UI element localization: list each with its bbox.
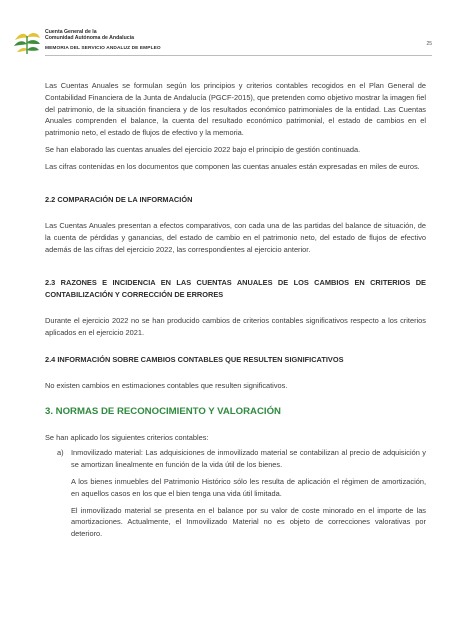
- section-2-3-heading: 2.3 RAZONES E INCIDENCIA EN LAS CUENTAS ANUALES DE LOS CAMBIOS EN CRITERIOS DE CONTABILIZACIÓN Y CORRECCIÓN DE ERRORES: [45, 277, 426, 299]
- intro-paragraph-2: Se han elaborado las cuentas anuales del ejercicio 2022 bajo el principio de gestión continuada.: [45, 144, 361, 154]
- section-2-3-text: Durante el ejercicio 2022 no se han producido cambios de criterios contables significativos respecto a los criterios aplicados en el ejercicio 2021.: [45, 316, 426, 338]
- org-line-1: Cuenta General de la: [45, 29, 97, 35]
- section-3-heading: 3. NORMAS DE RECONOCIMIENTO Y VALORACIÓN: [45, 405, 281, 417]
- andalucia-logo-icon: [12, 28, 42, 58]
- section-2-4-heading: 2.4 INFORMACIÓN SOBRE CAMBIOS CONTABLES QUE RESULTEN SIGNIFICATIVOS: [45, 354, 344, 364]
- page-content: [45, 80, 426, 545]
- criteria-list: [45, 447, 426, 540]
- item-a-paragraph-3: El inmovilizado material se presenta en el balance por su valor de coste minorado en el importe de las amortizaciones. Actualmente, el Inmovilizado Material no es objeto de correcciones valorativas por deterioro.: [71, 505, 426, 539]
- section-2-2-text: Las Cuentas Anuales presentan a efectos comparativos, con cada una de las partidas del balance de situación, de la cuenta de pérdidas y ganancias, del estado de cambio en el patrimonio neto, del estado de flujos de efectivo además de las cifras del ejercicio 2022, las correspondientes al ejercicio anterior.: [45, 221, 426, 254]
- section-2-2-heading: 2.2 COMPARACIÓN DE LA INFORMACIÓN: [45, 194, 193, 204]
- document-title: MEMORIA DEL SERVICIO ANDALUZ DE EMPLEO: [45, 46, 161, 51]
- list-item: [57, 447, 426, 540]
- section-3-intro: Se han aplicado los siguientes criterios contables:: [45, 432, 209, 442]
- item-a-paragraph-2: A los bienes inmuebles del Patrimonio Histórico sólo les resulta de aplicación el régimen de amortización, en aquellos casos en los que el bien tenga una vida útil limitada.: [71, 476, 426, 498]
- page-header: [12, 24, 432, 64]
- header-divider: [45, 55, 432, 56]
- page-number: 25: [426, 41, 432, 47]
- section-2-4-text: No existen cambios en estimaciones contables que resulten significativos.: [45, 380, 288, 390]
- intro-paragraph-3: Las cifras contenidas en los documentos que componen las cuentas anuales están expresadas en miles de euros.: [45, 161, 420, 171]
- intro-paragraph-1: Las Cuentas Anuales se formulan según los principios y criterios contables recogidos en el Plan General de Contabilidad Financiera de la Junta de Andalucía (PGCF-2015), que pretenden como objetivo mostrar la imagen fiel del patrimonio, de la situación financiera y de los resultados económico patrimoniales de la entidad. Las Cuentas Anuales comprenden el balance, la cuenta del resultado económico patrimonial, el estado de cambios en el patrimonio neto, el estado de flujos de efectivo y la memoria.: [45, 81, 426, 138]
- list-marker: a): [57, 448, 64, 458]
- organization-name: [45, 29, 134, 42]
- item-a-paragraph-1: Inmovilizado material: Las adquisiciones de inmovilizado material se contabilizan al precio de adquisición y se amortizan linealmente en función de la vida útil de los bienes.: [71, 448, 426, 470]
- org-line-2: Comunidad Autónoma de Andalucía: [45, 35, 134, 42]
